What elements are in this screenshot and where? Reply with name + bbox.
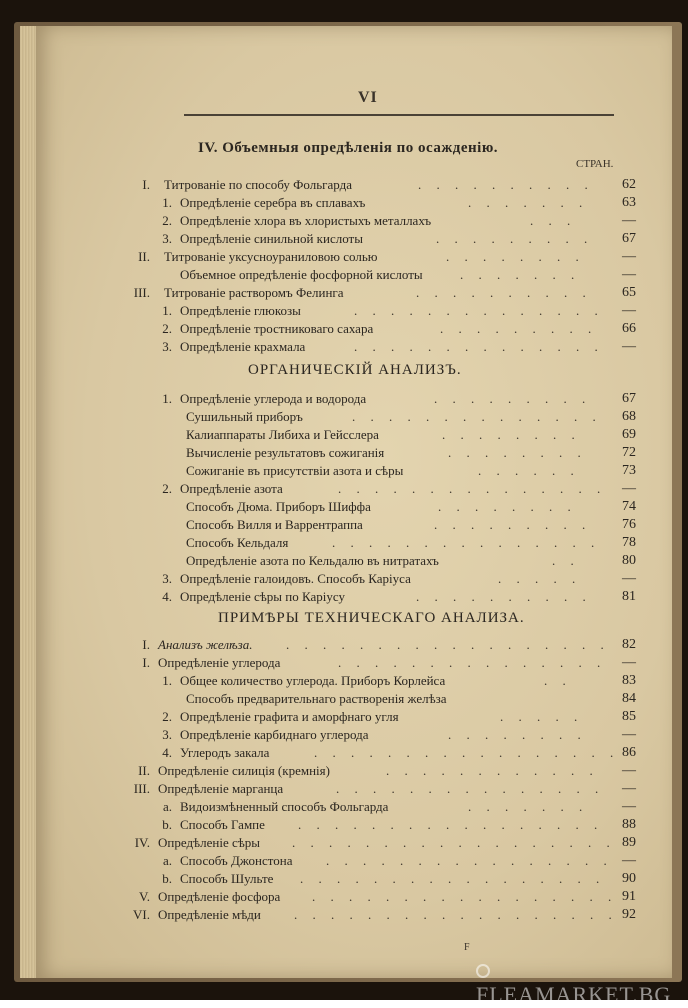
- leader-dots: . . . . . .: [478, 463, 580, 478]
- entry-title: Способъ Шульте: [180, 871, 274, 886]
- leader-dots: . . . . . . .: [468, 195, 589, 210]
- entry-title: Титрованіе по способу Фольгарда: [164, 177, 352, 192]
- header-rule: [184, 114, 614, 116]
- leader-dots: . . . . . . . .: [446, 249, 585, 264]
- entry-number: 3.: [162, 727, 172, 742]
- entry-number: a.: [162, 799, 172, 814]
- entry-page: —: [622, 339, 636, 354]
- leader-dots: . . . . . . . . . . . . . . . . .: [314, 745, 620, 760]
- leader-dots: . . . . . . . . . . . . . . .: [332, 535, 601, 550]
- section-heading-technical: ПРИМѢРЫ ТЕХНИЧЕСКАГО АНАЛИЗА.: [218, 610, 525, 626]
- toc-entry: [36, 176, 672, 194]
- entry-title: Титрованіе растворомъ Фелинга: [164, 285, 344, 300]
- entry-title: Опредѣленіе силиція (кремнія): [158, 763, 330, 778]
- entry-number: I.: [142, 177, 150, 192]
- leader-dots: . .: [552, 553, 580, 568]
- entry-page: 67: [622, 231, 636, 246]
- entry-title: Опредѣленіе азота по Кельдалю въ нитратахъ: [186, 553, 439, 568]
- leader-dots: . . . . . . . . . . . . . . . . . .: [292, 835, 616, 850]
- toc-entry: [36, 230, 672, 248]
- entry-title: Опредѣленіе сѣры по Каріусу: [180, 589, 345, 604]
- toc-entry: [36, 654, 672, 672]
- watermark-text: FLEAMARKET.BG: [476, 982, 672, 1007]
- leader-dots: . . . . . . .: [460, 267, 581, 282]
- toc-entry: [36, 284, 672, 302]
- entry-number: VI.: [133, 907, 150, 922]
- entry-page: 63: [622, 195, 636, 210]
- entry-title: Способъ Дюма. Приборъ Шиффа: [186, 499, 371, 514]
- entry-title: Опредѣленіе фосфора: [158, 889, 281, 904]
- entry-number: 2.: [162, 709, 172, 724]
- entry-page: 92: [622, 907, 636, 922]
- toc-entry: [36, 780, 672, 798]
- leader-dots: . . . . . . . . .: [436, 231, 594, 246]
- entry-page: 65: [622, 285, 636, 300]
- entry-number: 3.: [162, 231, 172, 246]
- entry-page: 90: [622, 871, 636, 886]
- entry-title: Опредѣленіе сѣры: [158, 835, 261, 850]
- entry-title: Опредѣленіе хлора въ хлористыхъ металлахъ: [180, 213, 432, 228]
- entry-page: 62: [622, 177, 636, 192]
- toc-entry: [36, 516, 672, 534]
- toc-entry: [36, 320, 672, 338]
- entry-page: 85: [622, 709, 636, 724]
- entry-page: —: [622, 481, 636, 496]
- entry-page: —: [622, 763, 636, 778]
- entry-title: Опредѣленіе мѣди: [158, 907, 261, 922]
- entry-page: 67: [622, 391, 636, 406]
- entry-number: III.: [133, 285, 150, 300]
- leader-dots: . . . . . . . . . . . . . . . . .: [298, 817, 604, 832]
- leader-dots: . . . . . . . . . . . . . .: [354, 303, 604, 318]
- entry-page: 74: [622, 499, 636, 514]
- toc-entry: [36, 672, 672, 690]
- entry-page: 82: [622, 637, 636, 652]
- entry-number: 2.: [162, 481, 172, 496]
- book-page: [36, 26, 672, 1007]
- toc-entry: [36, 212, 672, 230]
- entry-page: —: [622, 853, 636, 868]
- entry-page: 72: [622, 445, 636, 460]
- toc-entry: [36, 480, 672, 498]
- entry-number: II.: [138, 249, 150, 264]
- toc-entry: [36, 834, 672, 852]
- entry-page: 80: [622, 553, 636, 568]
- entry-number: 3.: [162, 339, 172, 354]
- entry-title: Опредѣленіе марганца: [158, 781, 284, 796]
- printer-signature-mark: F: [464, 942, 470, 953]
- leader-dots: . . . . .: [498, 571, 582, 586]
- entry-number: 3.: [162, 571, 172, 586]
- leader-dots: . . . . . . . . . . . . . . . . .: [300, 871, 606, 886]
- entry-title: Объемное опредѣленіе фосфорной кислоты: [180, 267, 423, 282]
- entry-page: 76: [622, 517, 636, 532]
- entry-number: 1.: [162, 303, 172, 318]
- leader-dots: . . . . . . . . . . . . . . .: [338, 481, 607, 496]
- entry-title: Опредѣленіе синильной кислоты: [180, 231, 363, 246]
- entry-title: Калиаппараты Либиха и Гейсслера: [186, 427, 379, 442]
- toc-entry: [36, 570, 672, 588]
- toc-entry: [36, 708, 672, 726]
- entry-page: 73: [622, 463, 636, 478]
- entry-title: Опредѣленіе галоидовъ. Способъ Каріуса: [180, 571, 411, 586]
- leader-dots: . . . . . . .: [468, 799, 589, 814]
- entry-title: Опредѣленіе серебра въ сплавахъ: [180, 195, 366, 210]
- entry-page: 88: [622, 817, 636, 832]
- entry-title: Общее количество углерода. Приборъ Корлейса: [180, 673, 446, 688]
- entry-number: IV.: [134, 835, 150, 850]
- entry-page: 91: [622, 889, 636, 904]
- toc-entry: [36, 798, 672, 816]
- entry-page: —: [622, 655, 636, 670]
- leader-dots: . . . . . . . . . .: [418, 177, 594, 192]
- entry-title: Опредѣленіе азота: [180, 481, 283, 496]
- entry-page: —: [622, 799, 636, 814]
- entry-page: 68: [622, 409, 636, 424]
- leader-dots: . . . . . . . . . . . . . .: [352, 409, 602, 424]
- leader-dots: . . . . . . . .: [448, 727, 587, 742]
- toc-entry: [36, 444, 672, 462]
- entry-number: a.: [162, 853, 172, 868]
- section-heading-organic: ОРГАНИЧЕСКІЙ АНАЛИЗЪ.: [248, 362, 462, 378]
- leader-dots: . . . . . . . . .: [440, 321, 598, 336]
- leader-dots: . . . . . . . . . . . . . . .: [338, 655, 607, 670]
- entry-page: —: [622, 781, 636, 796]
- entry-title: Сожиганіе въ присутствіи азота и сѣры: [186, 463, 404, 478]
- entry-title: Опредѣленіе глюкозы: [180, 303, 301, 318]
- leader-dots: . . . . . . . . . . . .: [386, 763, 599, 778]
- entry-title: Углеродъ закала: [180, 745, 270, 760]
- toc-entry: [36, 870, 672, 888]
- toc-entry: [36, 194, 672, 212]
- leader-dots: . . . . . . . . . . . . . . . . . .: [294, 907, 618, 922]
- toc-entry: [36, 266, 672, 284]
- watermark-logo-icon: [476, 964, 490, 978]
- entry-title: Опредѣленіе тростниковаго сахара: [180, 321, 374, 336]
- entry-title: Опредѣленіе углерода и водорода: [180, 391, 367, 406]
- toc-entry: [36, 906, 672, 924]
- entry-page: 81: [622, 589, 636, 604]
- toc-entry: [36, 390, 672, 408]
- entry-page: 89: [622, 835, 636, 850]
- toc-entry: [36, 302, 672, 320]
- leader-dots: . . . . . . . . . . . . . .: [354, 339, 604, 354]
- entry-number: 2.: [162, 321, 172, 336]
- entry-page: 86: [622, 745, 636, 760]
- entry-title: Вычисленіе результатовъ сожиганія: [186, 445, 385, 460]
- entry-number: II.: [138, 763, 150, 778]
- entry-number: b.: [162, 871, 172, 886]
- column-label-pages: СТРАН.: [576, 158, 614, 170]
- toc-entry: [36, 552, 672, 570]
- toc-entry: [36, 248, 672, 266]
- toc-entry: [36, 744, 672, 762]
- entry-number: I.: [142, 655, 150, 670]
- entry-title: Опредѣленіе графита и аморфнаго угля: [180, 709, 399, 724]
- entry-number: 1.: [162, 673, 172, 688]
- entry-title: Титрованіе уксусноураниловою солью: [164, 249, 378, 264]
- entry-number: V.: [139, 889, 150, 904]
- entry-page: —: [622, 249, 636, 264]
- entry-title: Опредѣленіе углерода: [158, 655, 281, 670]
- entry-title: Анализъ желѣза.: [158, 637, 253, 652]
- leader-dots: . . . . . . . . . .: [416, 589, 592, 604]
- entry-title: Способъ Джонстона: [180, 853, 293, 868]
- entry-title: Способъ Кельдаля: [186, 535, 289, 550]
- entry-page: 78: [622, 535, 636, 550]
- leader-dots: . . . . . . . . . . . . . . .: [336, 781, 605, 796]
- entry-title: Опредѣленіе крахмала: [180, 339, 306, 354]
- entry-page: —: [622, 303, 636, 318]
- entry-title: Опредѣленіе карбиднаго углерода: [180, 727, 369, 742]
- entry-page: 84: [622, 691, 636, 706]
- leader-dots: . . . . . . . . . . . . . . . . . .: [286, 637, 610, 652]
- toc-entry: [36, 534, 672, 552]
- page-number: VI: [358, 89, 378, 106]
- leader-dots: . . . . . . . .: [448, 445, 587, 460]
- toc-entry: [36, 588, 672, 606]
- toc-entry: [36, 338, 672, 356]
- toc-entry: [36, 426, 672, 444]
- toc-entry: [36, 816, 672, 834]
- toc-entry: [36, 408, 672, 426]
- entry-page: —: [622, 727, 636, 742]
- toc-entry: [36, 852, 672, 870]
- leader-dots: . . . . . . . . . . . . . . . .: [326, 853, 613, 868]
- entry-number: 1.: [162, 391, 172, 406]
- entry-page: —: [622, 571, 636, 586]
- entry-number: b.: [162, 817, 172, 832]
- entry-number: 1.: [162, 195, 172, 210]
- entry-number: III.: [133, 781, 150, 796]
- entry-number: 4.: [162, 745, 172, 760]
- entry-title: Видоизмѣненный способъ Фольгарда: [180, 799, 389, 814]
- entry-title: Способъ предварительнаго растворенія желѣза: [186, 691, 447, 706]
- entry-page: 83: [622, 673, 636, 688]
- entry-number: 4.: [162, 589, 172, 604]
- leader-dots: . . . . . . . . .: [434, 391, 592, 406]
- leader-dots: . .: [544, 673, 572, 688]
- entry-number: 2.: [162, 213, 172, 228]
- leader-dots: . . .: [530, 213, 577, 228]
- entry-page: —: [622, 213, 636, 228]
- entry-page: 66: [622, 321, 636, 336]
- leader-dots: . . . . . . . .: [438, 499, 577, 514]
- leader-dots: . . . . . . . .: [442, 427, 581, 442]
- toc-entry: [36, 462, 672, 480]
- entry-page: 69: [622, 427, 636, 442]
- toc-entry: [36, 762, 672, 780]
- leader-dots: . . . . .: [500, 709, 584, 724]
- toc-entry: [36, 498, 672, 516]
- watermark: [476, 956, 672, 1008]
- leader-dots: . . . . . . . . . . . . . . . . .: [312, 889, 618, 904]
- entry-number: I.: [142, 637, 150, 652]
- toc-entry: [36, 636, 672, 654]
- entry-page: —: [622, 267, 636, 282]
- section-heading-iv: IV. Объемныя опредѣленія по осажденію.: [198, 140, 499, 156]
- leader-dots: . . . . . . . . . .: [416, 285, 592, 300]
- leader-dots: . . . . . . . . .: [434, 517, 592, 532]
- toc-entry: [36, 690, 672, 708]
- toc-entry: [36, 726, 672, 744]
- entry-title: Способъ Вилля и Варрентраппа: [186, 517, 363, 532]
- toc-entry: [36, 888, 672, 906]
- entry-title: Способъ Гампе: [180, 817, 265, 832]
- entry-title: Сушильный приборъ: [186, 409, 303, 424]
